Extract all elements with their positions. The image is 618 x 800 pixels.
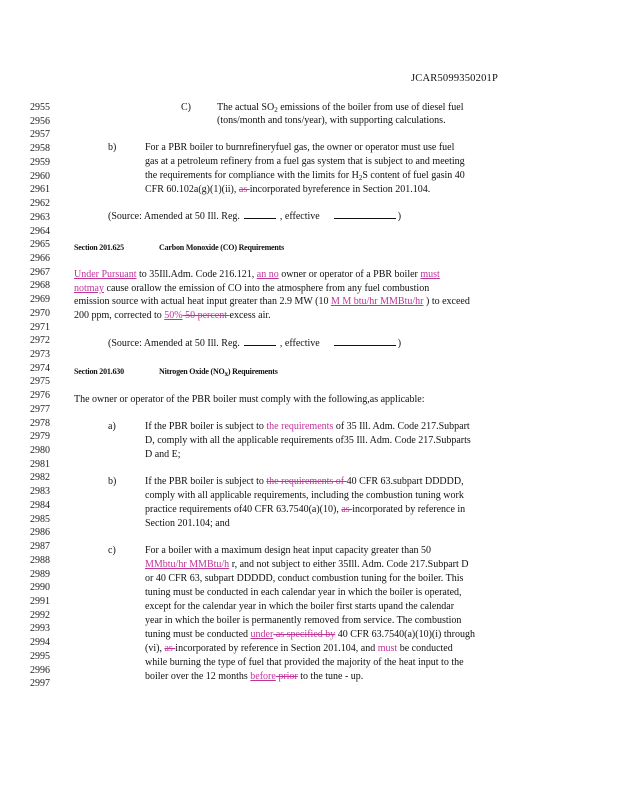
- a-item-line: D and E;: [145, 449, 181, 460]
- line-number: 2984: [30, 499, 50, 511]
- line-number: 2958: [30, 143, 50, 155]
- line-number: 2972: [30, 335, 50, 347]
- c-item-line: boiler over the 12 months before prior to the tune - up.: [145, 671, 364, 682]
- paragraph-line: emission source with actual heat input greater than 2.9 MW (10 M M btu/hr MMBtu/hr ) to exceed: [74, 296, 470, 307]
- source-note: (Source: Amended at 50 Ill. Reg. , effective ): [108, 338, 402, 349]
- line-number: 2976: [30, 390, 50, 402]
- c-item-line: or 40 CFR 63, subpart DDDDD, conduct combustion tuning for the boiler. This: [145, 573, 464, 584]
- a-item-marker: a): [108, 421, 116, 432]
- line-number: 2997: [30, 678, 50, 690]
- line-number: 2983: [30, 486, 50, 498]
- b-item-line: gas at a petroleum refinery from a fuel gas system that is subject to and meeting: [145, 156, 465, 167]
- c-item-line: tuning must be conducted under as specified by 40 CFR 63.7540(a)(10)(i) through: [145, 629, 475, 640]
- line-number: 2993: [30, 623, 50, 635]
- line-number: 2990: [30, 582, 50, 594]
- c-item-line: MMbtu/hr MMBtu/h r, and not subject to either 35Ill. Adm. Code 217.Subpart D: [145, 559, 469, 570]
- c-item-line: except for the calendar year in which the boiler first starts upand the calendar: [145, 601, 455, 612]
- section-title: Carbon Monoxide (CO) Requirements: [159, 243, 285, 252]
- line-number: 2964: [30, 225, 50, 237]
- paragraph-line: Under Pursuant to 35Ill.Adm. Code 216.121, an no owner or operator of a PBR boiler must: [74, 269, 440, 280]
- line-number: 2957: [30, 129, 50, 141]
- line-number: 2970: [30, 307, 50, 319]
- section-title: Nitrogen Oxide (NOx) Requirements: [159, 367, 278, 378]
- line-number: 2985: [30, 513, 50, 525]
- line-number: 2977: [30, 403, 50, 415]
- line-number: 2996: [30, 664, 50, 676]
- c-item-line: (tons/month and tons/year), with supporting calculations.: [217, 115, 446, 126]
- a-item-line: D, comply with all the applicable requirements of35 Ill. Adm. Code 217.Subparts: [145, 435, 471, 446]
- line-number: 2955: [30, 102, 50, 113]
- line-number: 2994: [30, 637, 50, 649]
- line-number: 2966: [30, 252, 50, 264]
- line-number: 2981: [30, 458, 50, 470]
- paragraph-line: 200 ppm, corrected to 50% 50 percent excess air.: [74, 310, 271, 321]
- section-number: Section 201.625: [74, 243, 124, 252]
- line-number: 2978: [30, 417, 50, 429]
- line-number: 2980: [30, 445, 50, 456]
- b-item-line: practice requirements of40 CFR 63.7540(a)(10), as incorporated by reference in: [145, 504, 466, 515]
- line-number: 2968: [30, 280, 50, 292]
- line-number: 2992: [30, 609, 50, 621]
- paragraph-line: notmay cause orallow the emission of CO into the atmosphere from any fuel combustion: [74, 283, 430, 294]
- c-item-line: For a boiler with a maximum design heat input capacity greater than 50: [145, 545, 432, 556]
- line-number: 2995: [30, 650, 50, 662]
- line-number: 2962: [30, 198, 50, 209]
- c-item-line: while burning the type of fuel that provided the majority of the heat input to the: [145, 657, 464, 668]
- line-number: 2969: [30, 294, 50, 306]
- b-item-line: comply with all applicable requirements, including the combustion tuning work: [145, 490, 464, 501]
- document-header: JCAR5099350201P: [411, 73, 499, 84]
- line-number: 2991: [30, 595, 50, 607]
- b-item-line: the requirements for compliance with the limits for $H_2S$ content of fuel gasin 40: [145, 170, 465, 182]
- line-number: 2987: [30, 541, 50, 552]
- c-item-line: The actual $SO_2$ emissions of the boiler from use of diesel fuel: [217, 102, 464, 114]
- line-number: 2963: [30, 211, 50, 223]
- c-item-marker: c): [108, 545, 116, 556]
- line-number: 2988: [30, 554, 50, 566]
- b-item-marker: b): [108, 142, 117, 153]
- line-number: 2973: [30, 349, 50, 360]
- b-item-line: Section 201.104; and: [145, 518, 230, 529]
- source-note: (Source: Amended at 50 Ill. Reg. , effective ): [108, 211, 402, 222]
- line-number: 2965: [30, 239, 50, 251]
- line-number: 2971: [30, 321, 50, 333]
- line-number: 2960: [30, 170, 50, 182]
- c-item-line: (vi), as incorporated by reference in Section 201.104, and must be conducted: [145, 643, 453, 654]
- paragraph-line: The owner or operator of the PBR boiler must comply with the following,as applicable:: [74, 394, 425, 405]
- line-number: 2967: [30, 266, 50, 278]
- line-number: 2986: [30, 527, 50, 539]
- b-item-line: If the PBR boiler is subject to the requirements of 40 CFR 63.subpart DDDDD,: [145, 476, 464, 487]
- line-number: 2959: [30, 156, 50, 168]
- c-item-marker: C): [181, 102, 191, 113]
- line-number: 2961: [30, 184, 50, 196]
- a-item-line: If the PBR boiler is subject to the requirements of 35 Ill. Adm. Code 217.Subpart: [145, 421, 470, 432]
- line-number: 2974: [30, 362, 50, 374]
- b-item-line: For a PBR boiler to burnrefineryfuel gas, the owner or operator must use fuel: [145, 142, 455, 153]
- line-number: 2989: [30, 568, 50, 580]
- line-number: 2982: [30, 472, 50, 484]
- section-number: Section 201.630: [74, 367, 124, 376]
- b-item-line: CFR 60.102a(g)(1)(ii), as incorporated byreference in Section 201.104.: [145, 184, 431, 195]
- line-number: 2956: [30, 115, 50, 127]
- line-number: 2979: [30, 431, 50, 443]
- line-number: 2975: [30, 376, 50, 388]
- c-item-line: year in which the boiler is permanently removed from service. The combustion: [145, 615, 462, 626]
- b-item-marker: b): [108, 476, 117, 487]
- c-item-line: tuning must be conducted in each calendar year in which the boiler is operated,: [145, 587, 462, 598]
